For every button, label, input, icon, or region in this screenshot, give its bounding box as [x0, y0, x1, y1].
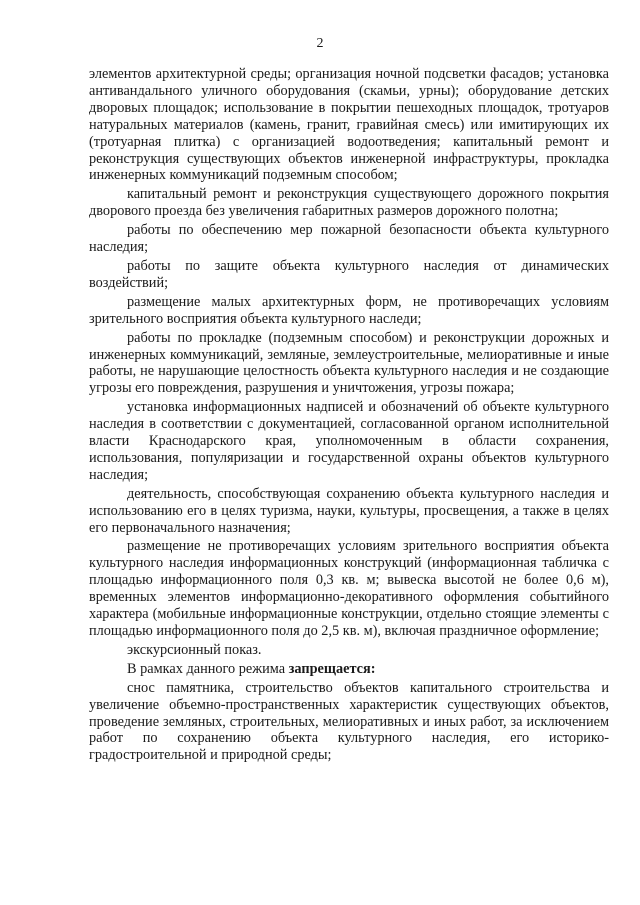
- paragraph: деятельность, способствующая сохранению объекта культурного наследия и использованию его в целях туризма, науки, культуры, просвещения, а также в целях его первоначального назначения;: [89, 485, 609, 536]
- page-number: 2: [316, 36, 324, 51]
- paragraph: снос памятника, строительство объектов капитального строительства и увеличение объемно-пространственных характеристик существующих объектов, проведение земляных, строительных, мелиоративных и иных работ, за исключением работ по сохранению объекта культурного наследия, его историко-градостроительной и природной среды;: [89, 679, 609, 764]
- paragraph: работы по защите объекта культурного наследия от динамических воздействий;: [89, 257, 609, 291]
- prohibition-keyword: запрещается:: [288, 660, 376, 677]
- document-body: [89, 66, 609, 764]
- prohibition-heading: [89, 661, 609, 678]
- paragraph: работы по обеспечению мер пожарной безопасности объекта культурного наследия;: [89, 222, 609, 256]
- paragraph: элементов архитектурной среды; организация ночной подсветки фасадов; установка антивандального уличного оборудования (скамьи, урны); оборудование детских дворовых площадок; использование в покрытии пешеходных площадок, тротуаров натуральных материалов (камень, гранит, гравийная смесь) или имитирующих их (тротуарная плитка) с организацией водоотведения; капитальный ремонт и реконструкция существующих объектов инженерной инфраструктуры, прокладка инженерных коммуникаций подземным способом;: [89, 66, 609, 184]
- paragraph: работы по прокладке (подземным способом) и реконструкции дорожных и инженерных коммуникаций, земляные, землеустроительные, мелиоративные и иные работы, не нарушающие целостность объекта культурного наследия и не создающие угрозы его повреждения, разрушения и уничтожения, угрозы пожара;: [89, 329, 609, 397]
- paragraph: установка информационных надписей и обозначений об объекте культурного наследия в соответствии с документацией, согласованной органом исполнительной власти Краснодарского края, уполномоченным в области сохранения, использования, популяризации и государственной охраны объектов культурного наследия;: [89, 399, 609, 483]
- paragraph: размещение не противоречащих условиям зрительного восприятия объекта культурного наследия информационных конструкций (информационная табличка с площадью информационного поля 0,3 кв. м; вывеска высотой не более 0,6 м), временных элементов информационно-декоративного оформления событийного характера (мобильные информационные конструкции, отдельно стоящие элементы с площадью информационного поля до 2,5 кв. м), включая праздничное оформление;: [89, 538, 609, 639]
- prohibition-intro: В рамках данного режима: [127, 660, 289, 677]
- paragraph: размещение малых архитектурных форм, не противоречащих условиям зрительного восприятия объекта культурного наследи;: [89, 293, 609, 327]
- paragraph: капитальный ремонт и реконструкция существующего дорожного покрытия дворового проезда без увеличения габаритных размеров дорожного полотна;: [89, 186, 609, 220]
- paragraph: экскурсионный показ.: [127, 641, 262, 658]
